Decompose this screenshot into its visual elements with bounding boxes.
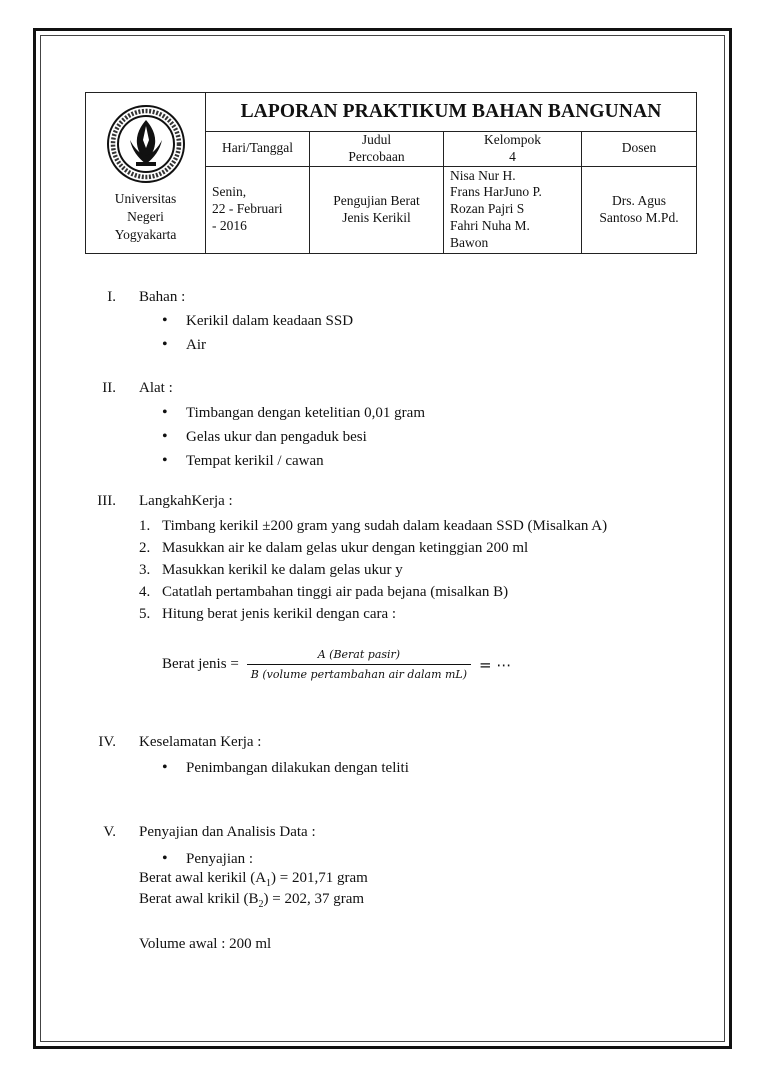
step-number: 3. bbox=[139, 562, 151, 578]
data-line-text: ) = 202, 37 gram bbox=[263, 891, 365, 907]
list-item: • Penimbangan dilakukan dengan teliti bbox=[160, 756, 409, 780]
bullet-list bbox=[160, 847, 253, 871]
section-title: LangkahKerja : bbox=[139, 493, 233, 509]
bullet-list bbox=[160, 401, 425, 473]
formula-denominator: B (volume pertambahan air dalam mL) bbox=[247, 664, 471, 681]
step-text: Masukkan kerikil ke dalam gelas ukur y bbox=[162, 562, 403, 578]
report-title: LAPORAN PRAKTIKUM BAHAN BANGUNAN bbox=[206, 93, 697, 132]
list-item: • Tempat kerikil / cawan bbox=[160, 449, 425, 473]
university-name bbox=[115, 190, 177, 245]
data-line-b2 bbox=[139, 891, 364, 910]
col-header-judul bbox=[310, 132, 444, 167]
step-text: Masukkan air ke dalam gelas ukur dengan ketinggian 200 ml bbox=[162, 540, 529, 556]
step-text: Catatlah pertambahan tinggi air pada bejana (misalkan B) bbox=[162, 584, 509, 600]
step-number: 4. bbox=[139, 584, 151, 600]
section-number: II. bbox=[102, 380, 116, 396]
value-judul bbox=[310, 166, 444, 253]
col-header-kelompok bbox=[444, 132, 582, 167]
university-cell bbox=[86, 93, 206, 254]
member-name: Nisa Nur H. bbox=[450, 167, 516, 183]
section-number: IV. bbox=[98, 734, 116, 750]
section-number: I. bbox=[107, 289, 116, 305]
step-item bbox=[139, 559, 607, 581]
step-text: Timbang kerikil ±200 gram yang sudah dalam keadaan SSD (Misalkan A) bbox=[162, 518, 608, 534]
university-line: Negeri bbox=[127, 208, 164, 224]
step-number: 1. bbox=[139, 518, 151, 534]
header-table bbox=[85, 92, 697, 254]
data-line-text: Berat awal krikil (B bbox=[139, 891, 259, 907]
list-item: • Air bbox=[160, 333, 353, 357]
section-title: Alat : bbox=[139, 380, 173, 396]
university-line: Universitas bbox=[114, 190, 177, 206]
formula-fraction bbox=[247, 648, 471, 681]
col-header-hari: Hari/Tanggal bbox=[206, 132, 310, 167]
section-title: Bahan : bbox=[139, 289, 186, 305]
value-line: Jenis Kerikil bbox=[342, 209, 411, 225]
member-name: Bawon bbox=[450, 235, 489, 251]
step-list bbox=[139, 515, 607, 625]
formula-lhs: Berat jenis = bbox=[162, 656, 239, 672]
value-dosen bbox=[582, 166, 697, 253]
data-line-subscript: 2 bbox=[258, 899, 264, 910]
data-line-volume: Volume awal : 200 ml bbox=[139, 936, 272, 952]
formula-numerator: A (Berat pasir) bbox=[317, 648, 401, 661]
university-line: Yogyakarta bbox=[114, 226, 177, 242]
value-hari bbox=[206, 166, 310, 253]
step-item bbox=[139, 537, 607, 559]
step-item bbox=[139, 603, 607, 625]
member-name: Frans HarJuno P. bbox=[450, 184, 542, 200]
value-line: - 2016 bbox=[212, 218, 247, 234]
col-header-line: 4 bbox=[509, 148, 516, 164]
col-header-line: Kelompok bbox=[484, 132, 541, 147]
col-header-dosen: Dosen bbox=[582, 132, 697, 167]
bullet-list bbox=[160, 309, 353, 357]
list-item: • Penyajian : bbox=[160, 847, 253, 871]
col-header-line: Percobaan bbox=[348, 148, 405, 164]
data-line-a1 bbox=[139, 870, 368, 889]
step-item bbox=[139, 581, 607, 603]
value-line: Drs. Agus bbox=[611, 192, 666, 208]
formula-rhs: = ⋯ bbox=[479, 655, 512, 674]
section-title: Penyajian dan Analisis Data : bbox=[139, 824, 316, 840]
value-kelompok bbox=[444, 166, 582, 253]
member-name: Rozan Pajri S bbox=[450, 201, 525, 217]
data-line-text: Berat awal kerikil (A bbox=[139, 870, 267, 886]
step-number: 2. bbox=[139, 540, 151, 556]
value-line: Senin, bbox=[212, 184, 247, 200]
density-formula bbox=[162, 648, 511, 681]
member-name: Fahri Nuha M. bbox=[450, 218, 530, 234]
step-item bbox=[139, 515, 607, 537]
step-number: 5. bbox=[139, 606, 151, 622]
list-item: • Gelas ukur dan pengaduk besi bbox=[160, 425, 425, 449]
data-line-subscript: 1 bbox=[266, 878, 272, 889]
step-text: Hitung berat jenis kerikil dengan cara : bbox=[162, 606, 397, 622]
bullet-list bbox=[160, 756, 409, 780]
section-number: III. bbox=[97, 493, 116, 509]
list-item: • Kerikil dalam keadaan SSD bbox=[160, 309, 353, 333]
value-line: 22 - Februari bbox=[212, 201, 283, 217]
university-logo-icon bbox=[106, 104, 186, 184]
col-header-line: Judul bbox=[361, 132, 392, 147]
value-line: Santoso M.Pd. bbox=[599, 209, 679, 225]
list-item: • Timbangan dengan ketelitian 0,01 gram bbox=[160, 401, 425, 425]
data-line-text: ) = 201,71 gram bbox=[271, 870, 368, 886]
section-number: V. bbox=[103, 824, 116, 840]
value-line: Pengujian Berat bbox=[333, 192, 420, 208]
section-title: Keselamatan Kerja : bbox=[139, 734, 262, 750]
